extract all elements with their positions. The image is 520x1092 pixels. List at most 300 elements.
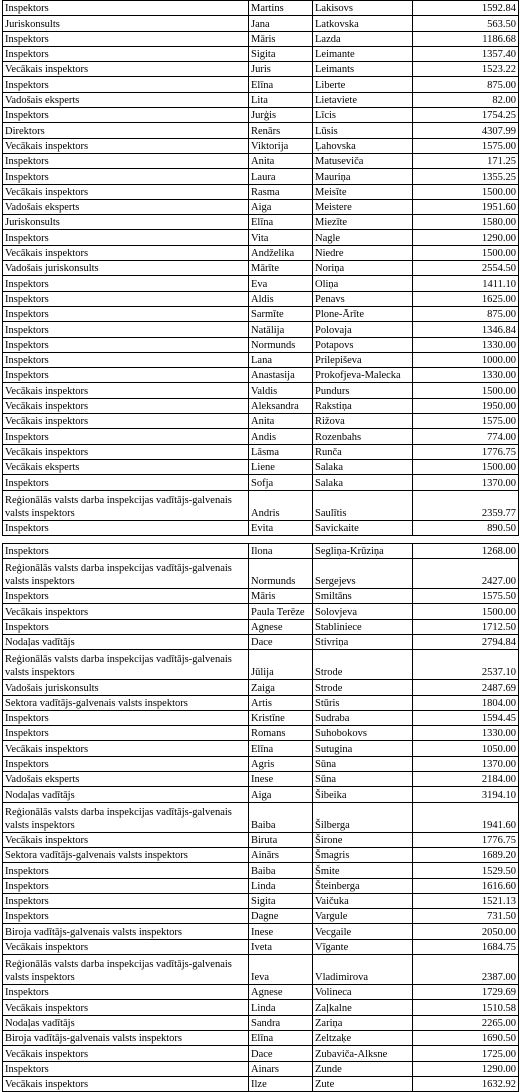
amount-cell: 1594.45 [413, 710, 519, 725]
last-name-cell: Strode [313, 650, 413, 680]
table-row [3, 230, 519, 245]
last-name-cell: Niedre [313, 245, 413, 260]
first-name-cell: Dace [249, 1046, 313, 1061]
amount-cell: 563.50 [413, 16, 519, 31]
last-name-cell: Vaičuka [313, 893, 413, 908]
amount-cell: 1941.60 [413, 802, 519, 832]
last-name-cell: Lietaviete [313, 92, 413, 107]
first-name-cell: Andris [249, 490, 313, 520]
last-name-cell: Suhobokovs [313, 726, 413, 741]
amount-cell: 1370.00 [413, 475, 519, 490]
table-row [3, 878, 519, 893]
table-row [3, 847, 519, 862]
last-name-cell: Rakstiņa [313, 398, 413, 413]
last-name-cell: Savickaite [313, 520, 413, 535]
staff-table-2-body [3, 543, 519, 1091]
amount-cell: 1523.22 [413, 62, 519, 77]
first-name-cell: Ainārs [249, 847, 313, 862]
amount-cell: 1411.10 [413, 276, 519, 291]
last-name-cell: Smiltāns [313, 589, 413, 604]
position-cell: Inspektors [3, 619, 249, 634]
amount-cell: 1575.00 [413, 414, 519, 429]
last-name-cell: Šmite [313, 863, 413, 878]
last-name-cell: Šilberga [313, 802, 413, 832]
amount-cell: 1290.00 [413, 230, 519, 245]
first-name-cell: Andis [249, 429, 313, 444]
position-cell: Vecākais inspektors [3, 245, 249, 260]
table-row [3, 123, 519, 138]
first-name-cell: Sandra [249, 1015, 313, 1030]
last-name-cell: Sutugina [313, 741, 413, 756]
table-row [3, 337, 519, 352]
table-row [3, 680, 519, 695]
position-cell: Inspektors [3, 169, 249, 184]
last-name-cell: Zunde [313, 1061, 413, 1076]
amount-cell: 2554.50 [413, 261, 519, 276]
table-row [3, 787, 519, 802]
last-name-cell: Volineca [313, 985, 413, 1000]
last-name-cell: Līcis [313, 108, 413, 123]
position-cell: Reģionālās valsts darba inspekcijas vadītājs-galvenais valsts inspektors [3, 802, 249, 832]
first-name-cell: Biruta [249, 832, 313, 847]
table-row [3, 245, 519, 260]
amount-cell: 1725.00 [413, 1046, 519, 1061]
amount-cell: 1500.00 [413, 604, 519, 619]
position-cell: Inspektors [3, 1061, 249, 1076]
table-row [3, 604, 519, 619]
position-cell: Vecākais inspektors [3, 1046, 249, 1061]
last-name-cell: Meisīte [313, 184, 413, 199]
first-name-cell: Jurģis [249, 108, 313, 123]
amount-cell: 1712.50 [413, 619, 519, 634]
first-name-cell: Sigita [249, 893, 313, 908]
first-name-cell: Sarmīte [249, 306, 313, 321]
last-name-cell: Liberte [313, 77, 413, 92]
first-name-cell: Linda [249, 878, 313, 893]
table-row [3, 1030, 519, 1045]
position-cell: Inspektors [3, 756, 249, 771]
amount-cell: 1684.75 [413, 939, 519, 954]
last-name-cell: Sūna [313, 772, 413, 787]
table-row [3, 726, 519, 741]
position-cell: Reģionālās valsts darba inspekcijas vadītājs-galvenais valsts inspektors [3, 955, 249, 985]
amount-cell: 1580.00 [413, 215, 519, 230]
position-cell: Inspektors [3, 863, 249, 878]
table-row [3, 306, 519, 321]
position-cell: Vadošais juriskonsults [3, 680, 249, 695]
first-name-cell: Valdis [249, 383, 313, 398]
last-name-cell: Noriņa [313, 261, 413, 276]
position-cell: Reģionālās valsts darba inspekcijas vadītājs-galvenais valsts inspektors [3, 490, 249, 520]
position-cell: Vecākais inspektors [3, 62, 249, 77]
amount-cell: 1625.00 [413, 291, 519, 306]
table-row [3, 1076, 519, 1091]
amount-cell: 1500.00 [413, 383, 519, 398]
amount-cell: 1575.50 [413, 589, 519, 604]
last-name-cell: Oliņa [313, 276, 413, 291]
first-name-cell: Rasma [249, 184, 313, 199]
amount-cell: 1776.75 [413, 832, 519, 847]
position-cell: Vadošais eksperts [3, 92, 249, 107]
first-name-cell: Paula Terēze [249, 604, 313, 619]
position-cell: Inspektors [3, 475, 249, 490]
position-cell: Direktors [3, 123, 249, 138]
amount-cell: 1521.13 [413, 893, 519, 908]
last-name-cell: Vargule [313, 909, 413, 924]
first-name-cell: Aldis [249, 291, 313, 306]
last-name-cell: Šmagris [313, 847, 413, 862]
last-name-cell: Salaka [313, 475, 413, 490]
first-name-cell: Natālija [249, 322, 313, 337]
amount-cell: 774.00 [413, 429, 519, 444]
last-name-cell: Rižova [313, 414, 413, 429]
first-name-cell: Inese [249, 924, 313, 939]
amount-cell: 2050.00 [413, 924, 519, 939]
first-name-cell: Viktorija [249, 138, 313, 153]
last-name-cell: Ļahovska [313, 138, 413, 153]
last-name-cell: Lūsis [313, 123, 413, 138]
table-row [3, 650, 519, 680]
last-name-cell: Leimants [313, 62, 413, 77]
first-name-cell: Lita [249, 92, 313, 107]
last-name-cell: Miezīte [313, 215, 413, 230]
table-row [3, 863, 519, 878]
last-name-cell: Latkovska [313, 16, 413, 31]
first-name-cell: Inese [249, 772, 313, 787]
table-row [3, 741, 519, 756]
position-cell: Inspektors [3, 985, 249, 1000]
first-name-cell: Aiga [249, 199, 313, 214]
last-name-cell: Prilepiševa [313, 352, 413, 367]
position-cell: Vecākais inspektors [3, 398, 249, 413]
table-row [3, 46, 519, 61]
position-cell: Vecākais inspektors [3, 184, 249, 199]
amount-cell: 1290.00 [413, 1061, 519, 1076]
amount-cell: 2427.00 [413, 559, 519, 589]
amount-cell: 2265.00 [413, 1015, 519, 1030]
first-name-cell: Ainars [249, 1061, 313, 1076]
amount-cell: 1950.00 [413, 398, 519, 413]
position-cell: Vadošais juriskonsults [3, 261, 249, 276]
table-row [3, 893, 519, 908]
table-row [3, 955, 519, 985]
position-cell: Vecākais inspektors [3, 414, 249, 429]
position-cell: Inspektors [3, 878, 249, 893]
staff-table-2 [2, 543, 519, 1092]
position-cell: Juriskonsults [3, 16, 249, 31]
amount-cell: 875.00 [413, 77, 519, 92]
table-row [3, 16, 519, 31]
last-name-cell: Lakisovs [313, 1, 413, 16]
position-cell: Inspektors [3, 893, 249, 908]
first-name-cell: Renārs [249, 123, 313, 138]
table-row [3, 291, 519, 306]
table-row [3, 138, 519, 153]
first-name-cell: Elīna [249, 1030, 313, 1045]
amount-cell: 1000.00 [413, 352, 519, 367]
last-name-cell: Stabliniece [313, 619, 413, 634]
position-cell: Inspektors [3, 322, 249, 337]
table-row [3, 261, 519, 276]
position-cell: Nodaļas vadītājs [3, 1015, 249, 1030]
position-cell: Inspektors [3, 710, 249, 725]
amount-cell: 1529.50 [413, 863, 519, 878]
first-name-cell: Baiba [249, 802, 313, 832]
amount-cell: 4307.99 [413, 123, 519, 138]
amount-cell: 1370.00 [413, 756, 519, 771]
table-row [3, 368, 519, 383]
amount-cell: 1689.20 [413, 847, 519, 862]
amount-cell: 1500.00 [413, 184, 519, 199]
amount-cell: 1346.84 [413, 322, 519, 337]
table-row [3, 352, 519, 367]
position-cell: Nodaļas vadītājs [3, 634, 249, 649]
table-row [3, 383, 519, 398]
table-row [3, 475, 519, 490]
table-row [3, 939, 519, 954]
last-name-cell: Potapovs [313, 337, 413, 352]
position-cell: Reģionālās valsts darba inspekcijas vadītājs-galvenais valsts inspektors [3, 650, 249, 680]
position-cell: Vecākais inspektors [3, 444, 249, 459]
table-row [3, 589, 519, 604]
amount-cell: 890.50 [413, 520, 519, 535]
amount-cell: 1754.25 [413, 108, 519, 123]
table-row [3, 772, 519, 787]
last-name-cell: Matuseviča [313, 153, 413, 168]
table-row [3, 985, 519, 1000]
amount-cell: 2487.69 [413, 680, 519, 695]
last-name-cell: Rozenbahs [313, 429, 413, 444]
table-row [3, 559, 519, 589]
position-cell: Vecākais inspektors [3, 832, 249, 847]
position-cell: Inspektors [3, 520, 249, 535]
amount-cell: 171.25 [413, 153, 519, 168]
page-break-gap [2, 536, 518, 543]
last-name-cell: Širone [313, 832, 413, 847]
amount-cell: 1575.00 [413, 138, 519, 153]
last-name-cell: Stūris [313, 695, 413, 710]
amount-cell: 1330.00 [413, 337, 519, 352]
last-name-cell: Segliņa-Krūziņa [313, 543, 413, 558]
last-name-cell: Šibeika [313, 787, 413, 802]
position-cell: Vecākais inspektors [3, 939, 249, 954]
amount-cell: 1330.00 [413, 726, 519, 741]
first-name-cell: Aleksandra [249, 398, 313, 413]
table-row [3, 184, 519, 199]
amount-cell: 1186.68 [413, 31, 519, 46]
staff-table-1 [2, 0, 519, 536]
first-name-cell: Liene [249, 459, 313, 474]
amount-cell: 1330.00 [413, 368, 519, 383]
table-row [3, 710, 519, 725]
first-name-cell: Dace [249, 634, 313, 649]
last-name-cell: Leimante [313, 46, 413, 61]
first-name-cell: Mārīte [249, 261, 313, 276]
position-cell: Juriskonsults [3, 215, 249, 230]
position-cell: Inspektors [3, 291, 249, 306]
amount-cell: 1616.60 [413, 878, 519, 893]
table-row [3, 832, 519, 847]
last-name-cell: Penavs [313, 291, 413, 306]
last-name-cell: Sudraba [313, 710, 413, 725]
position-cell: Vadošais eksperts [3, 199, 249, 214]
last-name-cell: Lazda [313, 31, 413, 46]
position-cell: Inspektors [3, 77, 249, 92]
amount-cell: 1729.69 [413, 985, 519, 1000]
last-name-cell: Nagle [313, 230, 413, 245]
amount-cell: 2387.00 [413, 955, 519, 985]
last-name-cell: Runča [313, 444, 413, 459]
first-name-cell: Sofja [249, 475, 313, 490]
position-cell: Inspektors [3, 108, 249, 123]
last-name-cell: Salaka [313, 459, 413, 474]
table-row [3, 322, 519, 337]
first-name-cell: Martins [249, 1, 313, 16]
table-row [3, 1, 519, 16]
amount-cell: 1050.00 [413, 741, 519, 756]
table-row [3, 924, 519, 939]
position-cell: Vecākais inspektors [3, 1076, 249, 1091]
last-name-cell: Vīgante [313, 939, 413, 954]
first-name-cell: Agnese [249, 619, 313, 634]
last-name-cell: Prokofjeva-Malecka [313, 368, 413, 383]
table-row [3, 77, 519, 92]
amount-cell: 2359.77 [413, 490, 519, 520]
amount-cell: 1690.50 [413, 1030, 519, 1045]
amount-cell: 2184.00 [413, 772, 519, 787]
last-name-cell: Vecgaile [313, 924, 413, 939]
amount-cell: 82.00 [413, 92, 519, 107]
position-cell: Inspektors [3, 429, 249, 444]
table-row [3, 634, 519, 649]
position-cell: Inspektors [3, 589, 249, 604]
amount-cell: 1500.00 [413, 245, 519, 260]
position-cell: Biroja vadītājs-galvenais valsts inspektors [3, 1030, 249, 1045]
first-name-cell: Ilona [249, 543, 313, 558]
last-name-cell: Strode [313, 680, 413, 695]
table-row [3, 695, 519, 710]
table-row [3, 619, 519, 634]
first-name-cell: Normunds [249, 559, 313, 589]
last-name-cell: Solovjeva [313, 604, 413, 619]
last-name-cell: Mauriņa [313, 169, 413, 184]
table-row [3, 92, 519, 107]
salary-document [2, 0, 518, 1092]
position-cell: Inspektors [3, 726, 249, 741]
first-name-cell: Zaiga [249, 680, 313, 695]
amount-cell: 1500.00 [413, 459, 519, 474]
amount-cell: 1357.40 [413, 46, 519, 61]
first-name-cell: Dagne [249, 909, 313, 924]
table-row [3, 215, 519, 230]
first-name-cell: Romans [249, 726, 313, 741]
amount-cell: 2537.10 [413, 650, 519, 680]
table-row [3, 1015, 519, 1030]
first-name-cell: Lana [249, 352, 313, 367]
table-row [3, 543, 519, 558]
table-row [3, 398, 519, 413]
position-cell: Vecākais inspektors [3, 741, 249, 756]
position-cell: Biroja vadītājs-galvenais valsts inspektors [3, 924, 249, 939]
first-name-cell: Vita [249, 230, 313, 245]
last-name-cell: Zute [313, 1076, 413, 1091]
position-cell: Nodaļas vadītājs [3, 787, 249, 802]
table-row [3, 153, 519, 168]
position-cell: Inspektors [3, 230, 249, 245]
table-row [3, 414, 519, 429]
table-row [3, 802, 519, 832]
position-cell: Sektora vadītājs-galvenais valsts inspektors [3, 847, 249, 862]
staff-table-1-body [3, 1, 519, 536]
first-name-cell: Artis [249, 695, 313, 710]
table-row [3, 108, 519, 123]
first-name-cell: Andželika [249, 245, 313, 260]
first-name-cell: Anita [249, 153, 313, 168]
first-name-cell: Ilze [249, 1076, 313, 1091]
first-name-cell: Jana [249, 16, 313, 31]
first-name-cell: Elīna [249, 215, 313, 230]
table-row [3, 1000, 519, 1015]
position-cell: Vecākais inspektors [3, 604, 249, 619]
last-name-cell: Zaļkalne [313, 1000, 413, 1015]
table-row [3, 1046, 519, 1061]
amount-cell: 2794.84 [413, 634, 519, 649]
table-row [3, 520, 519, 535]
position-cell: Vecākais inspektors [3, 138, 249, 153]
last-name-cell: Stivriņa [313, 634, 413, 649]
amount-cell: 1804.00 [413, 695, 519, 710]
position-cell: Inspektors [3, 1, 249, 16]
amount-cell: 1592.84 [413, 1, 519, 16]
amount-cell: 1510.58 [413, 1000, 519, 1015]
last-name-cell: Pundurs [313, 383, 413, 398]
position-cell: Vecākais eksperts [3, 459, 249, 474]
amount-cell: 3194.10 [413, 787, 519, 802]
last-name-cell: Zariņa [313, 1015, 413, 1030]
last-name-cell: Plone-Ārīte [313, 306, 413, 321]
first-name-cell: Evita [249, 520, 313, 535]
amount-cell: 1268.00 [413, 543, 519, 558]
position-cell: Vecākais inspektors [3, 383, 249, 398]
first-name-cell: Kristīne [249, 710, 313, 725]
position-cell: Inspektors [3, 31, 249, 46]
last-name-cell: Sergejevs [313, 559, 413, 589]
table-row [3, 490, 519, 520]
table-row [3, 429, 519, 444]
first-name-cell: Anita [249, 414, 313, 429]
position-cell: Sektora vadītājs-galvenais valsts inspektors [3, 695, 249, 710]
position-cell: Inspektors [3, 352, 249, 367]
first-name-cell: Māris [249, 589, 313, 604]
position-cell: Inspektors [3, 276, 249, 291]
last-name-cell: Polovaja [313, 322, 413, 337]
amount-cell: 875.00 [413, 306, 519, 321]
position-cell: Inspektors [3, 306, 249, 321]
first-name-cell: Laura [249, 169, 313, 184]
table-row [3, 909, 519, 924]
first-name-cell: Anastasija [249, 368, 313, 383]
first-name-cell: Elīna [249, 741, 313, 756]
table-row [3, 1061, 519, 1076]
table-row [3, 276, 519, 291]
amount-cell: 1951.60 [413, 199, 519, 214]
table-row [3, 444, 519, 459]
last-name-cell: Zeltzaķe [313, 1030, 413, 1045]
last-name-cell: Vladimirova [313, 955, 413, 985]
first-name-cell: Normunds [249, 337, 313, 352]
amount-cell: 731.50 [413, 909, 519, 924]
table-row [3, 756, 519, 771]
